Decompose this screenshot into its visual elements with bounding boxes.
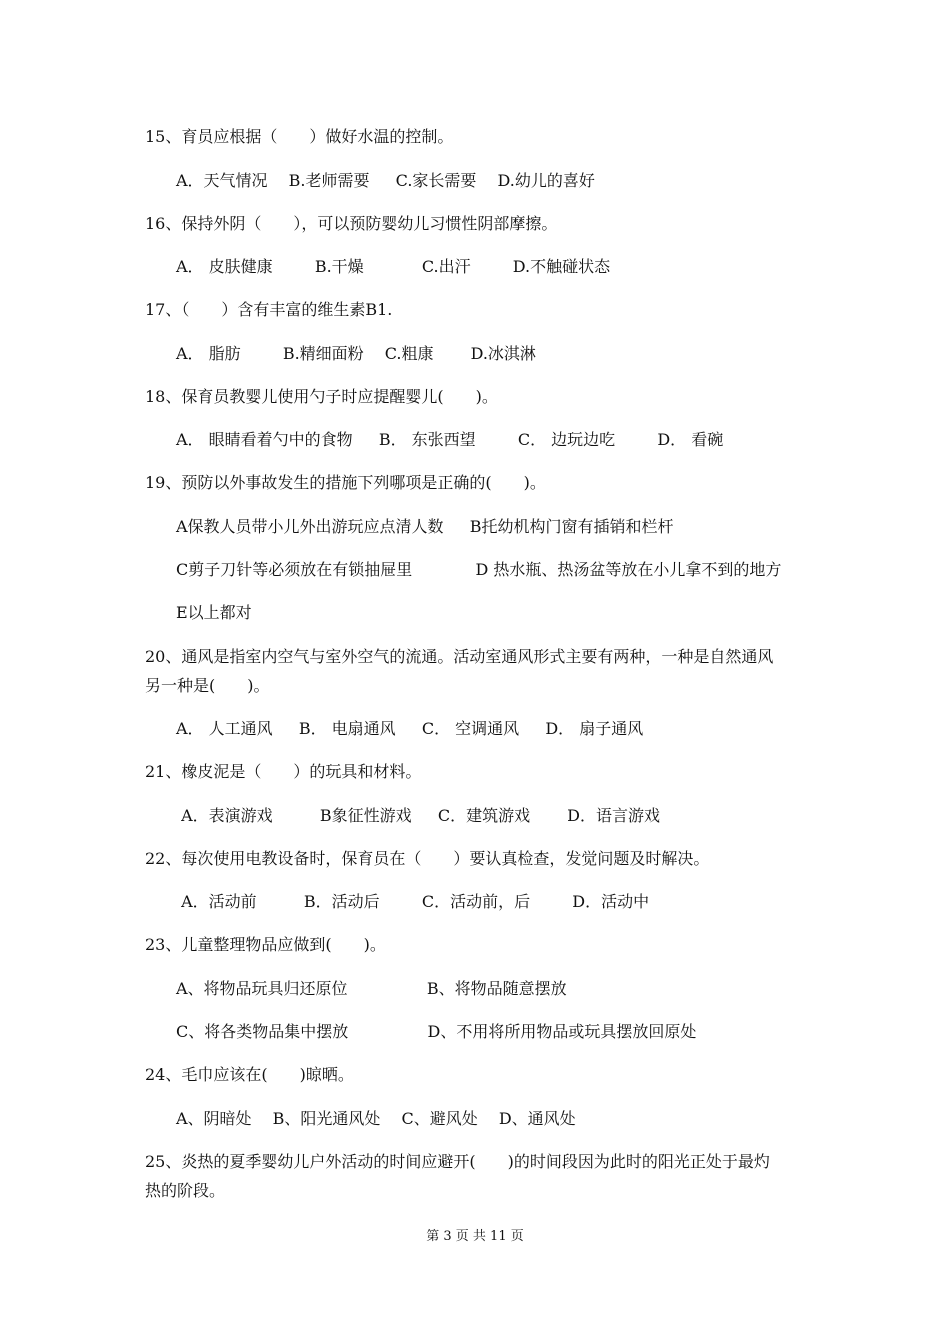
- question-20-stem-line-1: 20、通风是指室内空气与室外空气的流通。活动室通风形式主要有两种，一种是自然通风: [145, 647, 774, 666]
- question-20-stem-line-2: 另一种是( )。: [145, 676, 270, 695]
- question-24-options: A、阴暗处 B、阳光通风处 C、避风处 D、通风处: [176, 1109, 576, 1128]
- question-22-options: A．活动前 B．活动后 C．活动前，后 D．活动中: [176, 892, 650, 911]
- question-25-stem-line-2: 热的阶段。: [145, 1181, 226, 1200]
- question-23-options-line-2: C、将各类物品集中摆放 D、不用将所用物品或玩具摆放回原处: [176, 1022, 697, 1041]
- question-15-stem: 15、育员应根据（ ）做好水温的控制。: [145, 127, 454, 146]
- question-16-options: A． 皮肤健康 B.干燥 C.出汗 D.不触碰状态: [176, 257, 611, 276]
- question-15-options: A．天气情况 B.老师需要 C.家长需要 D.幼儿的喜好: [176, 171, 595, 190]
- question-23-stem: 23、儿童整理物品应做到( )。: [145, 935, 386, 954]
- question-19-options-line-2: C剪子刀针等必须放在有锁抽屉里 D 热水瓶、热汤盆等放在小儿拿不到的地方: [176, 560, 782, 579]
- question-19-stem: 19、预防以外事故发生的措施下列哪项是正确的( )。: [145, 473, 546, 492]
- question-17-stem: 17、（ ）含有丰富的维生素B1.: [145, 300, 393, 319]
- question-17-options: A． 脂肪 B.精细面粉 C.粗康 D.冰淇淋: [176, 344, 536, 363]
- page-footer: 第 3 页 共 11 页: [426, 1229, 524, 1244]
- question-16-stem: 16、保持外阴（ ），可以预防婴幼儿习惯性阴部摩擦。: [145, 214, 558, 233]
- question-25-stem-line-1: 25、炎热的夏季婴幼儿户外活动的时间应避开( )的时间段因为此时的阳光正处于最灼: [145, 1152, 770, 1171]
- question-19-options-line-1: A保教人员带小儿外出游玩应点清人数 B托幼机构门窗有插销和栏杆: [176, 517, 674, 536]
- question-18-stem: 18、保育员教婴儿使用勺子时应提醒婴儿( )。: [145, 387, 498, 406]
- question-21-options: A．表演游戏 B象征性游戏 C．建筑游戏 D．语言游戏: [176, 806, 660, 825]
- question-21-stem: 21、橡皮泥是（ ）的玩具和材料。: [145, 762, 422, 781]
- question-19-options-line-3: E以上都对: [176, 603, 252, 622]
- question-23-options-line-1: A、将物品玩具归还原位 B、将物品随意摆放: [176, 979, 567, 998]
- question-18-options: A． 眼睛看着勺中的食物 B． 东张西望 C． 边玩边吃 D． 看碗: [176, 430, 724, 449]
- question-20-options: A． 人工通风 B． 电扇通风 C． 空调通风 D． 扇子通风: [176, 719, 644, 738]
- question-24-stem: 24、毛巾应该在( )晾晒。: [145, 1065, 354, 1084]
- question-22-stem: 22、每次使用电教设备时，保育员在（ ）要认真检查，发觉问题及时解决。: [145, 849, 710, 868]
